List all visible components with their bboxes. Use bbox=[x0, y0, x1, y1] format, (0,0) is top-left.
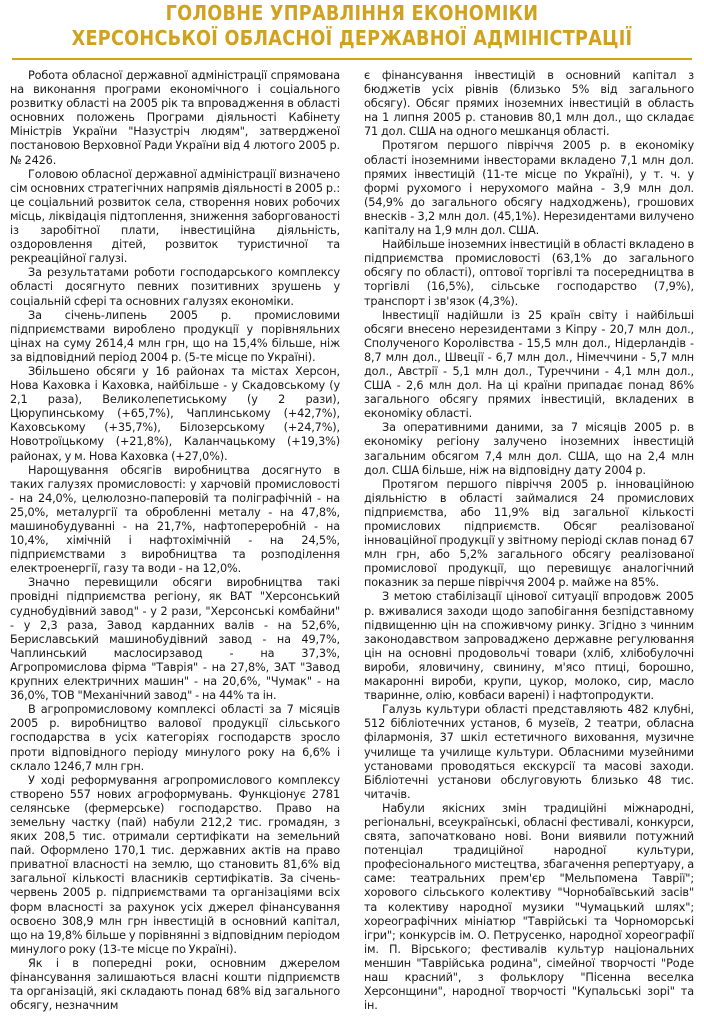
page-title-line-1: ГОЛОВНЕ УПРАВЛІННЯ ЕКОНОМІКИ bbox=[165, 1, 539, 25]
header-divider bbox=[12, 58, 692, 60]
paragraph: За оперативними даними, за 7 місяців 2005 р. в економіку регіону залучено іноземних інвестицій загальним обсягом 7,4 млн дол. США, що на 2,4 млн дол. США більше, ніж на відповідну дату 2004 р. bbox=[364, 421, 694, 477]
paragraph: В агропромисловому комплексі області за 7 місяців 2005 р. виробництво валової продукції сільського господарства в усіх категоріях господарств зросло проти відповідного періоду минулого року на 6,6% і склало 1246,7 млн грн. bbox=[10, 703, 340, 773]
left-text-column bbox=[10, 69, 340, 1019]
paragraph: Збільшено обсяги у 16 районах та містах Херсон, Нова Каховка і Каховка, найбільше - у Скадовському (у 2,1 раза), Великолепетиському (у 2 рази), Цюрупинському (+65,7%), Чаплинському (+42,7%), Каховському (+35,7%), Білозерському (+24,7%), Новотроїцькому (+21,8%), Каланчацькому (+19,3%) районах, у м. Нова Каховка (+27,0%). bbox=[10, 364, 340, 463]
page-title-line-2: ХЕРСОНСЬКОЇ ОБЛАСНОЇ ДЕРЖАВНОЇ АДМІНІСТРАЦІЇ bbox=[71, 26, 633, 50]
paragraph: Набули якісних змін традиційні міжнародні, регіональні, всеукраїнські, обласні фестивалі, конкурси, свята, започатковано нові. Вони виявили потужний потенціал традиційної народної культури, професіонального мистецтва, збагачення репертуару, а саме: театральних прем'єр "Мельпомена Таврії"; хорового сільського колективу "Чорнобаївський засів" та колективу народної музики "Чумацький шлях"; хореографічних мініатюр "Таврійські та Чорноморські ігри"; конкурсів ім. О. Петрусенко, народної хореографії ім. П. Вірського; фестивалів культур національних меншин "Таврійська родина", сімейної творчості "Роде наш красний", з фольклору "Пісенна веселка Херсонщини", народної творчості "Купальські зорі" та ін. bbox=[364, 801, 694, 1013]
paragraph: Найбільше іноземних інвестицій в області вкладено в підприємства промисловості (63,1% до загального обсягу по області), оптової торгівлі та посередництва в торгівлі (16,5%), сільське господарство (7,9%), транспорт і зв'язок (4,3%). bbox=[364, 238, 694, 308]
page-header bbox=[0, 0, 704, 51]
paragraph: Головою обласної державної адміністрації визначено сім основних стратегічних напрямів діяльності в 2005 р.: це соціальний розвиток села, створення нових робочих місць, ліквідація підтоплення, зниження заборгованості із заробітної плати, інвестиційна діяльність, оздоровлення дітей, розвиток туристичної та рекреаційної галузі. bbox=[10, 167, 340, 266]
paragraph: Як і в попередні роки, основним джерелом фінансування залишаються власні кошти підприємств та організацій, які складають понад 68% від загального обсягу, незначним bbox=[10, 956, 340, 1013]
paragraph: Протягом першого півріччя 2005 р. інноваційною діяльністю в області займалися 24 промислових підприємства, або 11,9% від загальної кількості промислових підприємств. Обсяг реалізованої інноваційної продукції у звітному періоді склав понад 67 млн грн, або 5,2% загального обсягу реалізованої промислової продукції, що перевищує аналогічний показник за перше півріччя 2004 р. майже на 85%. bbox=[364, 477, 694, 590]
paragraph: За січень-липень 2005 р. промисловими підприємствами вироблено продукції у порівняльних цінах на суму 2614,4 млн грн, що на 15,4% більше, ніж за відповідний період 2004 р. (5-те місце по Україні). bbox=[10, 308, 340, 364]
paragraph: Значно перевищили обсяги виробництва такі провідні підприємства регіону, як ВАТ "Херсонський суднобудівний завод" - у 2 рази, "Херсонські комбайни" - у 2,3 раза, Завод карданних валів - на 52,6%, Бериславський машинобудівний завод - на 49,7%, Чаплинський маслосирзавод - на 37,3%, Агропромислова фірма "Таврія" - на 27,8%, ЗАТ "Завод крупних електричних машин" - на 20,6%, "Чумак" - на 36,0%, ТОВ "Механічний завод" - на 44% та ін. bbox=[10, 576, 340, 703]
paragraph: Інвестиції надійшли із 25 країн світу і найбільші обсяги внесено нерезидентами з Кіпру - 20,7 млн дол., Сполученого Королівства - 15,5 млн дол., Нідерландів - 8,7 млн дол., Швеції - 6,7 млн дол., Німеччини - 5,7 млн дол., Австрії - 5,1 млн дол., Туреччини - 4,1 млн дол., США - 2,6 млн дол. На ці країни припадає понад 86% загального обсягу прямих інвестицій, вкладених в економіку області. bbox=[364, 308, 694, 421]
paragraph: Робота обласної державної адміністрації спрямована на виконання програми економічного і соціального розвитку області на 2005 рік та впровадження в області основних положень Програми діяльності Кабінету Міністрів України "Назустріч людям", затвердженої постановою Верховної Ради України від 4 лютого 2005 р. № 2426. bbox=[10, 69, 340, 167]
paragraph: Протягом першого півріччя 2005 р. в економіку області іноземними інвесторами вкладено 7,1 млн дол. прямих інвестицій (11-те місце по Україні), у т. ч. у формі рухомого і нерухомого майна - 3,9 млн дол. (54,9% до загального обсягу надходжень), грошових внесків - 3,2 млн дол. (45,1%). Нерезидентами вилучено капіталу на 1,9 млн дол. США. bbox=[364, 139, 694, 238]
paragraph: З метою стабілізації цінової ситуації впродовж 2005 р. вживалися заходи щодо запобігання безпідставному підвищенню цін на споживчому ринку. Згідно з чинним законодавством запроваджено державне регулювання цін на основні продовольчі товари (хліб, хлібобулочні вироби, яловичину, свинину, м'ясо птиці, борошно, макаронні вироби, крупи, цукор, молоко, сир, масло тваринне, олію, ковбаси варені) і нафтопродукти. bbox=[364, 590, 694, 703]
paragraph: Нарощування обсягів виробництва досягнуто в таких галузях промисловості: у харчовій промисловості - на 24,0%, целюлозно-паперовій та поліграфічній - на 25,0%, металургії та обробленнi металу - на 47,8%, машинобудуванні - на 21,7%, нафтопереробній - на 10,4%, хімічній і нафтохімічній - на 24,5%, підприємствами з виробництва та розподілення електроенергії, газу та води - на 12,0%. bbox=[10, 463, 340, 576]
paragraph: У ході реформування агропромислового комплексу створено 557 нових агроформувань. Функціонує 2781 селянське (фермерське) господарство. Право на земельну частку (пай) набули 212,2 тис. громадян, з яких 208,5 тис. отримали сертифікати на земельний пай. Оформлено 170,1 тис. державних актів на право приватної власності на землю, що становить 81,6% від загальної кількості власників сертифікатів. За січень-червень 2005 р. підприємствами та організаціями всіх форм власності за рахунок усіх джерел фінансування освоєно 308,9 млн грн інвестицій в основний капітал, що на 19,8% більше у порівнянні з відповідним періодом минулого року (13-те місце по Україні). bbox=[10, 773, 340, 956]
paragraph: За результатами роботи господарського комплексу області досягнуто певних позитивних зрушень у соціальній сфері та основних галузях економіки. bbox=[10, 266, 340, 308]
paragraph: Галузь культури області представляють 482 клубні, 512 бібліотечних установ, 6 музеїв, 2 театри, обласна філармонія, 37 шкіл естетичного виховання, музичне училище та училище культури. Обласними музейними установами проводяться екскурсії та масові заходи. Бібліотечні установи обслуговують близько 48 тис. читачів. bbox=[364, 703, 694, 801]
paragraph: є фінансування інвестицій в основний капітал з бюджетів усіх рівнів (близько 5% від загального обсягу). Обсяг прямих іноземних інвестицій в область на 1 липня 2005 р. становив 80,1 млн дол., що складає 71 дол. США на одного мешканця області. bbox=[364, 69, 694, 139]
right-text-column bbox=[364, 69, 694, 1019]
